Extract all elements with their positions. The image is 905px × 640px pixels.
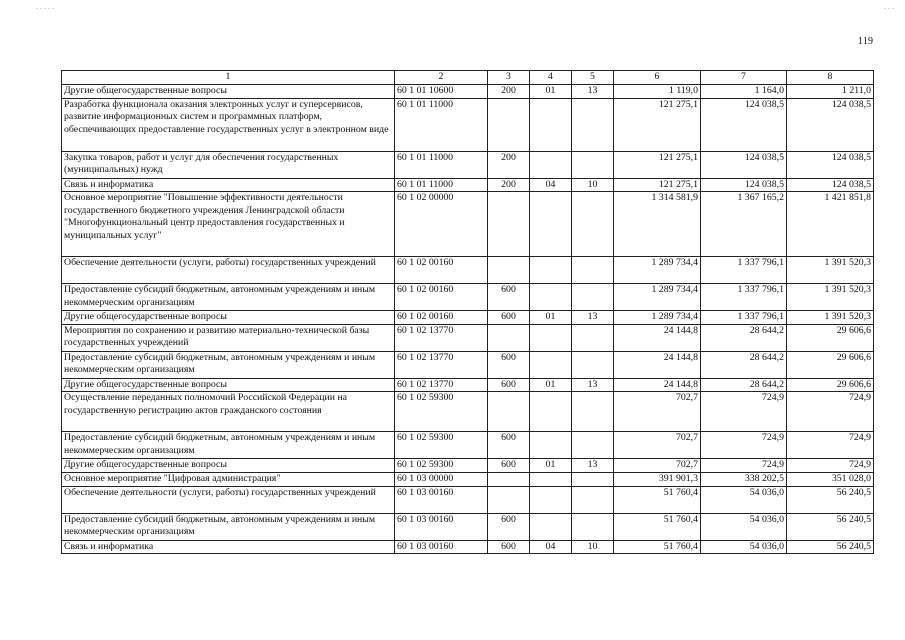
row-value-year2-cell: 724,9	[701, 392, 787, 432]
row-value-year3-cell: 1 211,0	[787, 85, 874, 99]
row-value-year1-cell: 702,7	[614, 459, 701, 473]
row-section-cell	[530, 257, 572, 284]
row-code-cell: 60 1 03 00160	[395, 486, 488, 513]
row-value-year1-cell: 121 275,1	[614, 151, 701, 178]
row-value-year1-cell: 51 760,4	[614, 486, 701, 513]
row-expense-type-cell: 200	[488, 85, 530, 99]
row-value-year2-cell: 28 644,2	[701, 351, 787, 378]
row-value-year3-cell: 724,9	[787, 432, 874, 459]
row-expense-type-cell: 600	[488, 432, 530, 459]
row-name-cell: Осуществление переданных полномочий Российской Федерации на государственную регистрацию актов гражданского состояния	[62, 392, 395, 432]
row-section-cell	[530, 472, 572, 486]
row-expense-type-cell	[488, 472, 530, 486]
row-code-cell: 60 1 02 59300	[395, 432, 488, 459]
row-value-year3-cell: 29 606,6	[787, 351, 874, 378]
row-name-cell: Связь и информатика	[62, 540, 395, 554]
row-subsection-cell	[572, 192, 614, 257]
row-code-cell: 60 1 03 00160	[395, 513, 488, 540]
row-value-year2-cell: 124 038,5	[701, 178, 787, 192]
row-code-cell: 60 1 01 11000	[395, 178, 488, 192]
row-code-cell: 60 1 01 11000	[395, 98, 488, 151]
row-expense-type-cell: 600	[488, 351, 530, 378]
corner-mark-left: . . . . .	[36, 2, 54, 11]
column-header: 5	[572, 71, 614, 85]
row-expense-type-cell: 600	[488, 378, 530, 392]
row-subsection-cell	[572, 257, 614, 284]
row-section-cell	[530, 98, 572, 151]
row-subsection-cell	[572, 513, 614, 540]
table-row	[62, 459, 874, 473]
row-expense-type-cell: 600	[488, 284, 530, 311]
row-code-cell: 60 1 02 00000	[395, 192, 488, 257]
row-name-cell: Закупка товаров, работ и услуг для обеспечения государственных (муниципальных) нужд	[62, 151, 395, 178]
row-value-year3-cell: 724,9	[787, 392, 874, 432]
table-row	[62, 98, 874, 151]
row-value-year2-cell: 1 337 796,1	[701, 257, 787, 284]
table-row	[62, 151, 874, 178]
row-expense-type-cell: 600	[488, 540, 530, 554]
table-row	[62, 311, 874, 325]
row-expense-type-cell: 600	[488, 459, 530, 473]
row-value-year3-cell: 1 391 520,3	[787, 311, 874, 325]
row-name-cell: Предоставление субсидий бюджетным, автономным учреждениям и иным некоммерческим организациям	[62, 284, 395, 311]
row-subsection-cell	[572, 432, 614, 459]
row-name-cell: Основное мероприятие "Цифровая администрация"	[62, 472, 395, 486]
row-expense-type-cell	[488, 98, 530, 151]
row-section-cell	[530, 392, 572, 432]
corner-mark-right: . . .	[884, 2, 894, 11]
row-value-year1-cell: 1 289 734,4	[614, 311, 701, 325]
column-header: 7	[701, 71, 787, 85]
row-subsection-cell	[572, 324, 614, 351]
row-code-cell: 60 1 02 59300	[395, 392, 488, 432]
table-row	[62, 392, 874, 432]
row-name-cell: Предоставление субсидий бюджетным, автономным учреждениям и иным некоммерческим организациям	[62, 432, 395, 459]
row-value-year2-cell: 724,9	[701, 459, 787, 473]
row-section-cell: 01	[530, 311, 572, 325]
row-code-cell: 60 1 02 13770	[395, 324, 488, 351]
row-value-year2-cell: 724,9	[701, 432, 787, 459]
column-header: 1	[62, 71, 395, 85]
row-value-year1-cell: 24 144,8	[614, 378, 701, 392]
row-value-year3-cell: 124 038,5	[787, 178, 874, 192]
row-value-year3-cell: 1 391 520,3	[787, 284, 874, 311]
table-row	[62, 513, 874, 540]
row-value-year3-cell: 1 421 851,8	[787, 192, 874, 257]
row-value-year3-cell: 124 038,5	[787, 151, 874, 178]
row-value-year1-cell: 702,7	[614, 392, 701, 432]
table-row	[62, 192, 874, 257]
row-expense-type-cell	[488, 392, 530, 432]
row-value-year1-cell: 1 119,0	[614, 85, 701, 99]
row-value-year2-cell: 28 644,2	[701, 378, 787, 392]
row-code-cell: 60 1 02 00160	[395, 311, 488, 325]
row-expense-type-cell	[488, 486, 530, 513]
row-value-year3-cell: 1 391 520,3	[787, 257, 874, 284]
table-row	[62, 540, 874, 554]
row-section-cell: 01	[530, 378, 572, 392]
row-value-year2-cell: 1 337 796,1	[701, 311, 787, 325]
row-section-cell: 01	[530, 85, 572, 99]
row-section-cell: 04	[530, 178, 572, 192]
row-value-year2-cell: 28 644,2	[701, 324, 787, 351]
budget-table	[61, 70, 874, 554]
row-value-year3-cell: 56 240,5	[787, 540, 874, 554]
row-name-cell: Другие общегосударственные вопросы	[62, 311, 395, 325]
row-name-cell: Обеспечение деятельности (услуги, работы) государственных учреждений	[62, 486, 395, 513]
row-value-year3-cell: 124 038,5	[787, 98, 874, 151]
row-section-cell: 01	[530, 459, 572, 473]
row-subsection-cell: 10	[572, 540, 614, 554]
row-section-cell	[530, 513, 572, 540]
row-subsection-cell: 13	[572, 311, 614, 325]
column-header: 2	[395, 71, 488, 85]
row-code-cell: 60 1 02 00160	[395, 284, 488, 311]
row-name-cell: Основное мероприятие "Повышение эффективности деятельности государственного бюджетного учреждения Ленинградской области "Многофункциональный центр предоставления государственных и муниципальных услуг"	[62, 192, 395, 257]
row-value-year2-cell: 338 202,5	[701, 472, 787, 486]
row-code-cell: 60 1 02 13770	[395, 351, 488, 378]
row-expense-type-cell: 200	[488, 178, 530, 192]
row-subsection-cell	[572, 284, 614, 311]
column-header: 8	[787, 71, 874, 85]
row-name-cell: Предоставление субсидий бюджетным, автономным учреждениям и иным некоммерческим организациям	[62, 351, 395, 378]
table-row	[62, 351, 874, 378]
row-subsection-cell: 13	[572, 378, 614, 392]
row-section-cell	[530, 284, 572, 311]
row-value-year3-cell: 56 240,5	[787, 486, 874, 513]
row-subsection-cell	[572, 98, 614, 151]
row-code-cell: 60 1 02 59300	[395, 459, 488, 473]
table-row	[62, 378, 874, 392]
row-expense-type-cell	[488, 192, 530, 257]
table-row	[62, 324, 874, 351]
row-value-year2-cell: 54 036,0	[701, 540, 787, 554]
row-value-year2-cell: 1 164,0	[701, 85, 787, 99]
row-name-cell: Предоставление субсидий бюджетным, автономным учреждениям и иным некоммерческим организациям	[62, 513, 395, 540]
row-value-year1-cell: 1 289 734,4	[614, 257, 701, 284]
row-value-year2-cell: 54 036,0	[701, 513, 787, 540]
row-value-year1-cell: 391 901,3	[614, 472, 701, 486]
row-subsection-cell: 10	[572, 178, 614, 192]
row-code-cell: 60 1 01 11000	[395, 151, 488, 178]
row-code-cell: 60 1 02 13770	[395, 378, 488, 392]
row-value-year3-cell: 351 028,0	[787, 472, 874, 486]
row-subsection-cell	[572, 151, 614, 178]
row-value-year3-cell: 56 240,5	[787, 513, 874, 540]
row-expense-type-cell: 600	[488, 311, 530, 325]
row-value-year3-cell: 29 606,6	[787, 378, 874, 392]
row-code-cell: 60 1 01 10600	[395, 85, 488, 99]
row-value-year1-cell: 1 314 581,9	[614, 192, 701, 257]
row-expense-type-cell	[488, 257, 530, 284]
table-row	[62, 472, 874, 486]
column-header: 4	[530, 71, 572, 85]
row-section-cell	[530, 486, 572, 513]
row-name-cell: Мероприятия по сохранению и развитию материально-технической базы государственных учреждений	[62, 324, 395, 351]
row-section-cell	[530, 432, 572, 459]
column-header: 3	[488, 71, 530, 85]
row-code-cell: 60 1 02 00160	[395, 257, 488, 284]
row-section-cell	[530, 192, 572, 257]
table-row	[62, 178, 874, 192]
row-code-cell: 60 1 03 00000	[395, 472, 488, 486]
row-subsection-cell	[572, 392, 614, 432]
row-code-cell: 60 1 03 00160	[395, 540, 488, 554]
row-subsection-cell	[572, 472, 614, 486]
row-value-year2-cell: 1 367 165,2	[701, 192, 787, 257]
page-number: 119	[858, 36, 874, 47]
row-value-year1-cell: 51 760,4	[614, 513, 701, 540]
row-subsection-cell	[572, 486, 614, 513]
row-name-cell: Обеспечение деятельности (услуги, работы) государственных учреждений	[62, 257, 395, 284]
row-name-cell: Другие общегосударственные вопросы	[62, 459, 395, 473]
row-section-cell	[530, 324, 572, 351]
table-row	[62, 284, 874, 311]
table-row	[62, 85, 874, 99]
table-row	[62, 432, 874, 459]
row-name-cell: Другие общегосударственные вопросы	[62, 85, 395, 99]
row-value-year2-cell: 54 036,0	[701, 486, 787, 513]
row-name-cell: Другие общегосударственные вопросы	[62, 378, 395, 392]
row-expense-type-cell	[488, 324, 530, 351]
row-name-cell: Связь и информатика	[62, 178, 395, 192]
row-expense-type-cell: 200	[488, 151, 530, 178]
row-value-year3-cell: 29 606,6	[787, 324, 874, 351]
row-section-cell	[530, 351, 572, 378]
row-value-year3-cell: 724,9	[787, 459, 874, 473]
table-header-row	[62, 71, 874, 85]
row-subsection-cell	[572, 351, 614, 378]
row-section-cell: 04	[530, 540, 572, 554]
row-value-year1-cell: 51 760,4	[614, 540, 701, 554]
table-row	[62, 257, 874, 284]
row-value-year1-cell: 121 275,1	[614, 98, 701, 151]
row-section-cell	[530, 151, 572, 178]
row-subsection-cell: 13	[572, 459, 614, 473]
row-value-year1-cell: 1 289 734,4	[614, 284, 701, 311]
row-value-year2-cell: 124 038,5	[701, 151, 787, 178]
row-value-year2-cell: 124 038,5	[701, 98, 787, 151]
table-row	[62, 486, 874, 513]
row-name-cell: Разработка функционала оказания электронных услуг и суперсервисов, развитие информационных систем и программных платформ, обеспечивающих предоставление государственных услуг в электронном виде	[62, 98, 395, 151]
row-expense-type-cell: 600	[488, 513, 530, 540]
row-value-year1-cell: 24 144,8	[614, 324, 701, 351]
row-value-year1-cell: 702,7	[614, 432, 701, 459]
row-value-year2-cell: 1 337 796,1	[701, 284, 787, 311]
row-value-year1-cell: 24 144,8	[614, 351, 701, 378]
column-header: 6	[614, 71, 701, 85]
row-value-year1-cell: 121 275,1	[614, 178, 701, 192]
row-subsection-cell: 13	[572, 85, 614, 99]
